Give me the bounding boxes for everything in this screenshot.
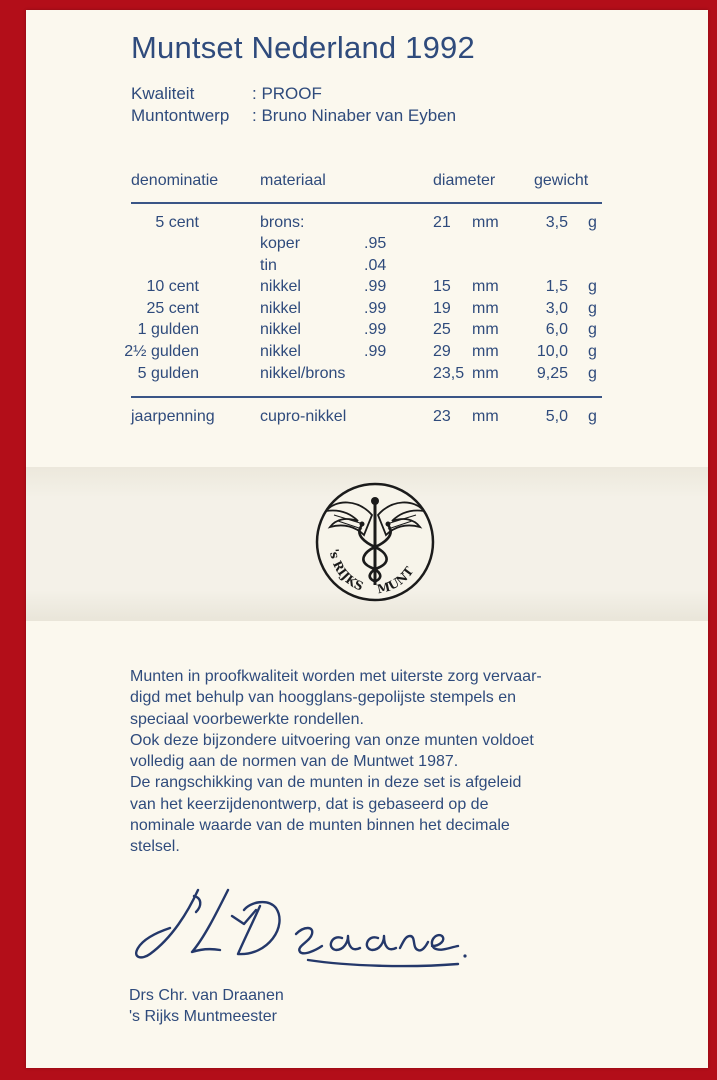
cell-material: nikkel/brons (260, 365, 346, 382)
header-denominatie: denominatie (131, 172, 219, 189)
cell-fraction: .04 (364, 257, 387, 274)
handwritten-signature (128, 876, 488, 976)
paragraph-line: nominale waarde van de munten binnen het decimale (130, 817, 510, 835)
cell-diameter-unit: mm (472, 343, 499, 360)
paragraph-line: speciaal voorbewerkte rondellen. (130, 710, 364, 728)
footer-rule (131, 396, 602, 398)
header-diameter: diameter (433, 172, 496, 189)
cell-weight: 10,0 (536, 343, 568, 360)
paragraph-line: van het keerzijdenontwerp, dat is gebaseerd op de (130, 795, 489, 813)
cell-weight-unit: g (588, 300, 597, 317)
cell-diameter: 23,5 (433, 365, 465, 382)
cell-diameter-unit: mm (472, 300, 499, 317)
cell-weight-unit: g (588, 365, 597, 382)
cell-weight: 9,25 (536, 365, 568, 382)
cell-weight-unit: g (588, 278, 597, 295)
quality-value: : PROOF (252, 84, 322, 103)
designer-label: Muntontwerp (131, 106, 230, 125)
cell-material: nikkel (260, 300, 301, 317)
seal-text-left: 's RIJKS (326, 548, 366, 594)
cell-denomination: 10 cent (146, 278, 199, 295)
cell-diameter: 29 (433, 343, 451, 360)
cell-material: nikkel (260, 278, 301, 295)
cell-weight-unit: g (588, 343, 597, 360)
cell-material: brons: (260, 214, 305, 231)
paragraph-line: stelsel. (130, 838, 180, 856)
cell-diameter: 15 (433, 278, 451, 295)
paragraph-line: volledig aan de normen van de Muntwet 1987. (130, 753, 459, 771)
cell-weight: 3,0 (545, 300, 568, 317)
cell-weight-unit: g (588, 408, 597, 425)
cell-material: koper (260, 235, 301, 252)
designer-value: : Bruno Ninaber van Eyben (252, 106, 457, 125)
cell-denomination: 5 gulden (137, 365, 199, 382)
header-rule (131, 202, 602, 204)
cell-fraction: .99 (364, 321, 387, 338)
cell-material: nikkel (260, 343, 301, 360)
cell-diameter-unit: mm (472, 214, 499, 231)
cell-diameter-unit: mm (472, 365, 499, 382)
cell-diameter-unit: mm (472, 278, 499, 295)
paragraph-line: Munten in proofkwaliteit worden met uiterste zorg vervaar- (130, 668, 542, 685)
cell-weight: 5,0 (545, 408, 568, 425)
header-materiaal: materiaal (260, 172, 326, 189)
cell-weight-unit: g (588, 214, 597, 231)
cell-denomination: 5 cent (155, 214, 199, 231)
page-title: Muntset Nederland 1992 (131, 30, 475, 65)
signatory-name: Drs Chr. van Draanen (129, 987, 284, 1004)
quality-label: Kwaliteit (131, 84, 195, 103)
seal-text-right: MUNT (375, 564, 417, 597)
cell-fraction: .99 (364, 343, 387, 360)
cell-weight: 6,0 (545, 321, 568, 338)
cell-diameter: 21 (433, 214, 451, 231)
cell-denomination: jaarpenning (131, 408, 215, 425)
cell-diameter-unit: mm (472, 321, 499, 338)
cell-material: cupro-nikkel (260, 408, 347, 425)
cell-diameter: 23 (433, 408, 451, 425)
description-paragraph (130, 666, 630, 858)
rijksmunt-seal-logo (314, 481, 436, 603)
paragraph-line: Ook deze bijzondere uitvoering van onze munten voldoet (130, 731, 534, 749)
cell-fraction: .95 (364, 235, 387, 252)
signatory-role: 's Rijks Muntmeester (129, 1008, 277, 1025)
cell-fraction: .99 (364, 300, 387, 317)
cell-diameter: 25 (433, 321, 451, 338)
cell-weight: 1,5 (545, 278, 568, 295)
cell-weight: 3,5 (545, 214, 568, 231)
cell-material: nikkel (260, 321, 301, 338)
cell-material: tin (260, 257, 277, 274)
cell-diameter: 19 (433, 300, 451, 317)
cell-fraction: .99 (364, 278, 387, 295)
cell-denomination: 2½ gulden (124, 343, 199, 360)
header-gewicht: gewicht (534, 172, 589, 189)
cell-denomination: 1 gulden (137, 321, 199, 338)
cell-weight-unit: g (588, 321, 597, 338)
cell-denomination: 25 cent (146, 300, 199, 317)
paragraph-line: digd met behulp van hoogglans-gepolijste stempels en (130, 689, 517, 707)
paragraph-line: De rangschikking van de munten in deze set is afgeleid (130, 774, 522, 792)
cell-diameter-unit: mm (472, 408, 499, 425)
